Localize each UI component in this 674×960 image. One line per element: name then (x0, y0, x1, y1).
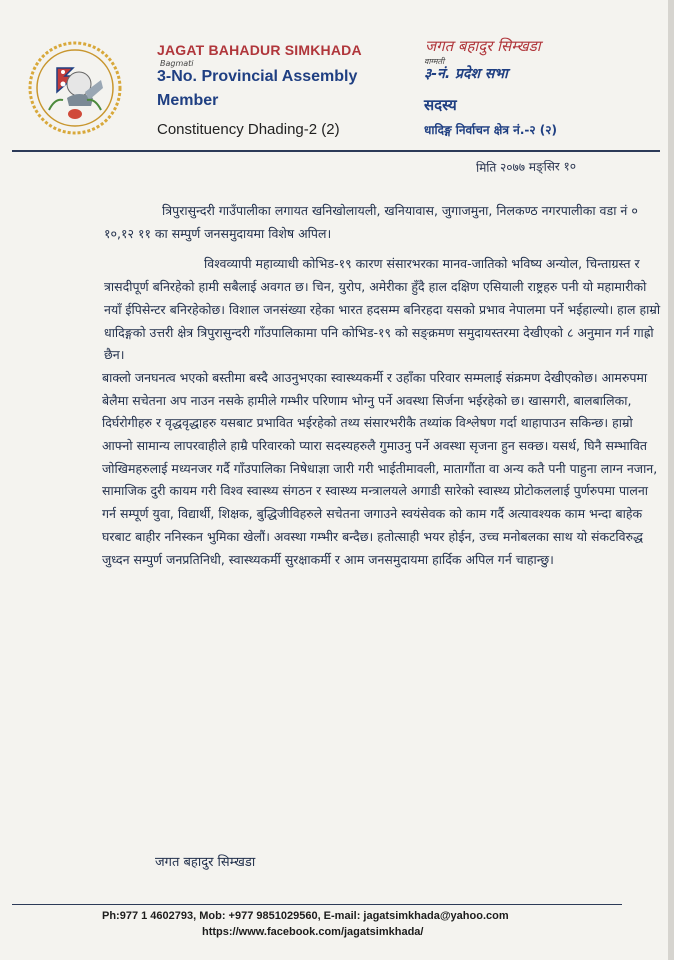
signature: जगत बहादुर सिम्खडा (155, 855, 256, 870)
english-assembly: 3-No. Provincial Assembly (157, 68, 358, 85)
footer-divider (12, 904, 622, 905)
nepali-assembly: ३-नं. प्रदेश सभा (424, 66, 508, 82)
english-name: JAGAT BAHADUR SIMKHADA (157, 42, 362, 58)
english-bagmati-note: Bagmati (160, 59, 194, 68)
english-constituency: Constituency Dhading-2 (2) (157, 121, 340, 138)
footer-contact: Ph:977 1 4602793, Mob: +977 9851029560, E-mail: jagatsimkhada@yahoo.com (102, 910, 509, 922)
nepali-bagmati-note: वाग्मती (424, 57, 445, 66)
body-paragraph-3: बाक्लो जनघनत्व भएको बस्तीमा बस्दै आउनुभएका स्वास्थ्यकर्मी र उहाँका परिवार सम्मलाई संक्रमण देखीएकोछ। आमरुपमा बेलैमा सचेतना अप नाउन नसके हामीले गम्भीर परिणाम भोग्नु पर्ने अवस्था सिर्जना भईरहेको छ। खासगरी, बालबालिका, दिर्घरोगीहरु र वृद्धवृद्धाहरु यसबाट प्रभावित भईरहेको तथ्य संसारभरीकै तथ्यांक विश्लेषण गर्दा थाहापाउन सकिन्छ। हाम्रो आफ्नो सामान्य लापरवाहीले हाम्रै परिवारको प्यारा सदस्यहरुलै गुमाउनु पर्ने अवस्था सृजना हुन सक्छ। यसर्थ, घिनै सम्भावित जोखिमहरुलाई मध्यनजर गर्दै गाँउपालिका निषेधाज्ञा जारी गरी भाईतीमावली, मातागौंता वा अन्य कतै पनी पाहुना लाग्न नजान, सामाजिक दुरी कायम गरी विश्व स्वास्थ्य संगठन र स्वास्थ्य मन्त्रालयले अगाडी सारेको स्वास्थ्य प्रोटोकललाई पुर्णरुपमा पालना गर्न सम्पूर्ण युवा, विद्यार्थी, शिक्षक, बुद्धिजीविहरुले सचेतना जगाउने स्वयंसेवक को काम गर्दै अत्यावश्यक काम भन्दा बाहेक घरबाट बाहीर ननिस्कन भुमिका खेलौं। अवस्था गम्भीर बन्दैछ। हतोत्साही भयर होईन, उच्च मनोबलका साथ यो संकटविरुद्ध जुध्दन सम्पुर्ण जनप्रतिनिधी, स्वास्थ्यकर्मी सुरक्षाकर्मी र आम जनसमुदायमा हार्दिक अपिल गर्न चाहान्छु। (102, 369, 658, 567)
nepali-name: जगत बहादुर सिम्खडा (425, 37, 541, 55)
english-member: Member (157, 92, 219, 109)
header-divider (12, 150, 660, 152)
body-paragraph-1: त्रिपुरासुन्दरी गाउँपालीका लगायत खनिखोलायली, खनियावास, जुगाजमुना, निलकण्ठ नगरपालीका वडा नं ० १०,१२ ११ का सम्पुर्ण जनसमुदायमा विशेष अपिल। (104, 203, 638, 241)
body-paragraph-2: विश्वव्यापी महाव्याधी कोभिड-१९ कारण संसारभरका मानव-जातिको भविष्य अन्योल, चिन्ताग्रस्त र त्रासदीपूर्ण बनिरहेको हामी सबैलाई अवगत छ। चिन, युरोप, अमेरीका हुँदै हाल दक्षिण एसियाली राष्ट्रहरु पनी यो महामारीको नयाँ ईपिसेन्टर बनिरहेकोछ। विशाल जनसंख्या रहेका भारत हदसम्म बनिरहदा यसको प्रभाव नेपालमा पर्ने भईहाल्यो। हाल हाम्रो धादिङ्गको उत्तरी क्षेत्र त्रिपुरासुन्दरी गाँउपालिकामा पनि कोभिड-१९ को सङ्क्रमण समुदायस्तरमा देखीएको ८ अनुमान गर्न गाह्रो छैन। (104, 256, 661, 363)
letter-date: मिति २०७७ मङ्सिर १० (475, 159, 577, 175)
party-emblem-icon (27, 40, 123, 136)
letter-body (104, 200, 664, 571)
nepali-member: सदस्य (424, 96, 457, 114)
nepali-constituency: धादिङ्ग निर्वाचन क्षेत्र नं.-२ (२) (424, 123, 557, 137)
footer-website: https://www.facebook.com/jagatsimkhada/ (202, 926, 424, 938)
page-edge (668, 0, 674, 960)
